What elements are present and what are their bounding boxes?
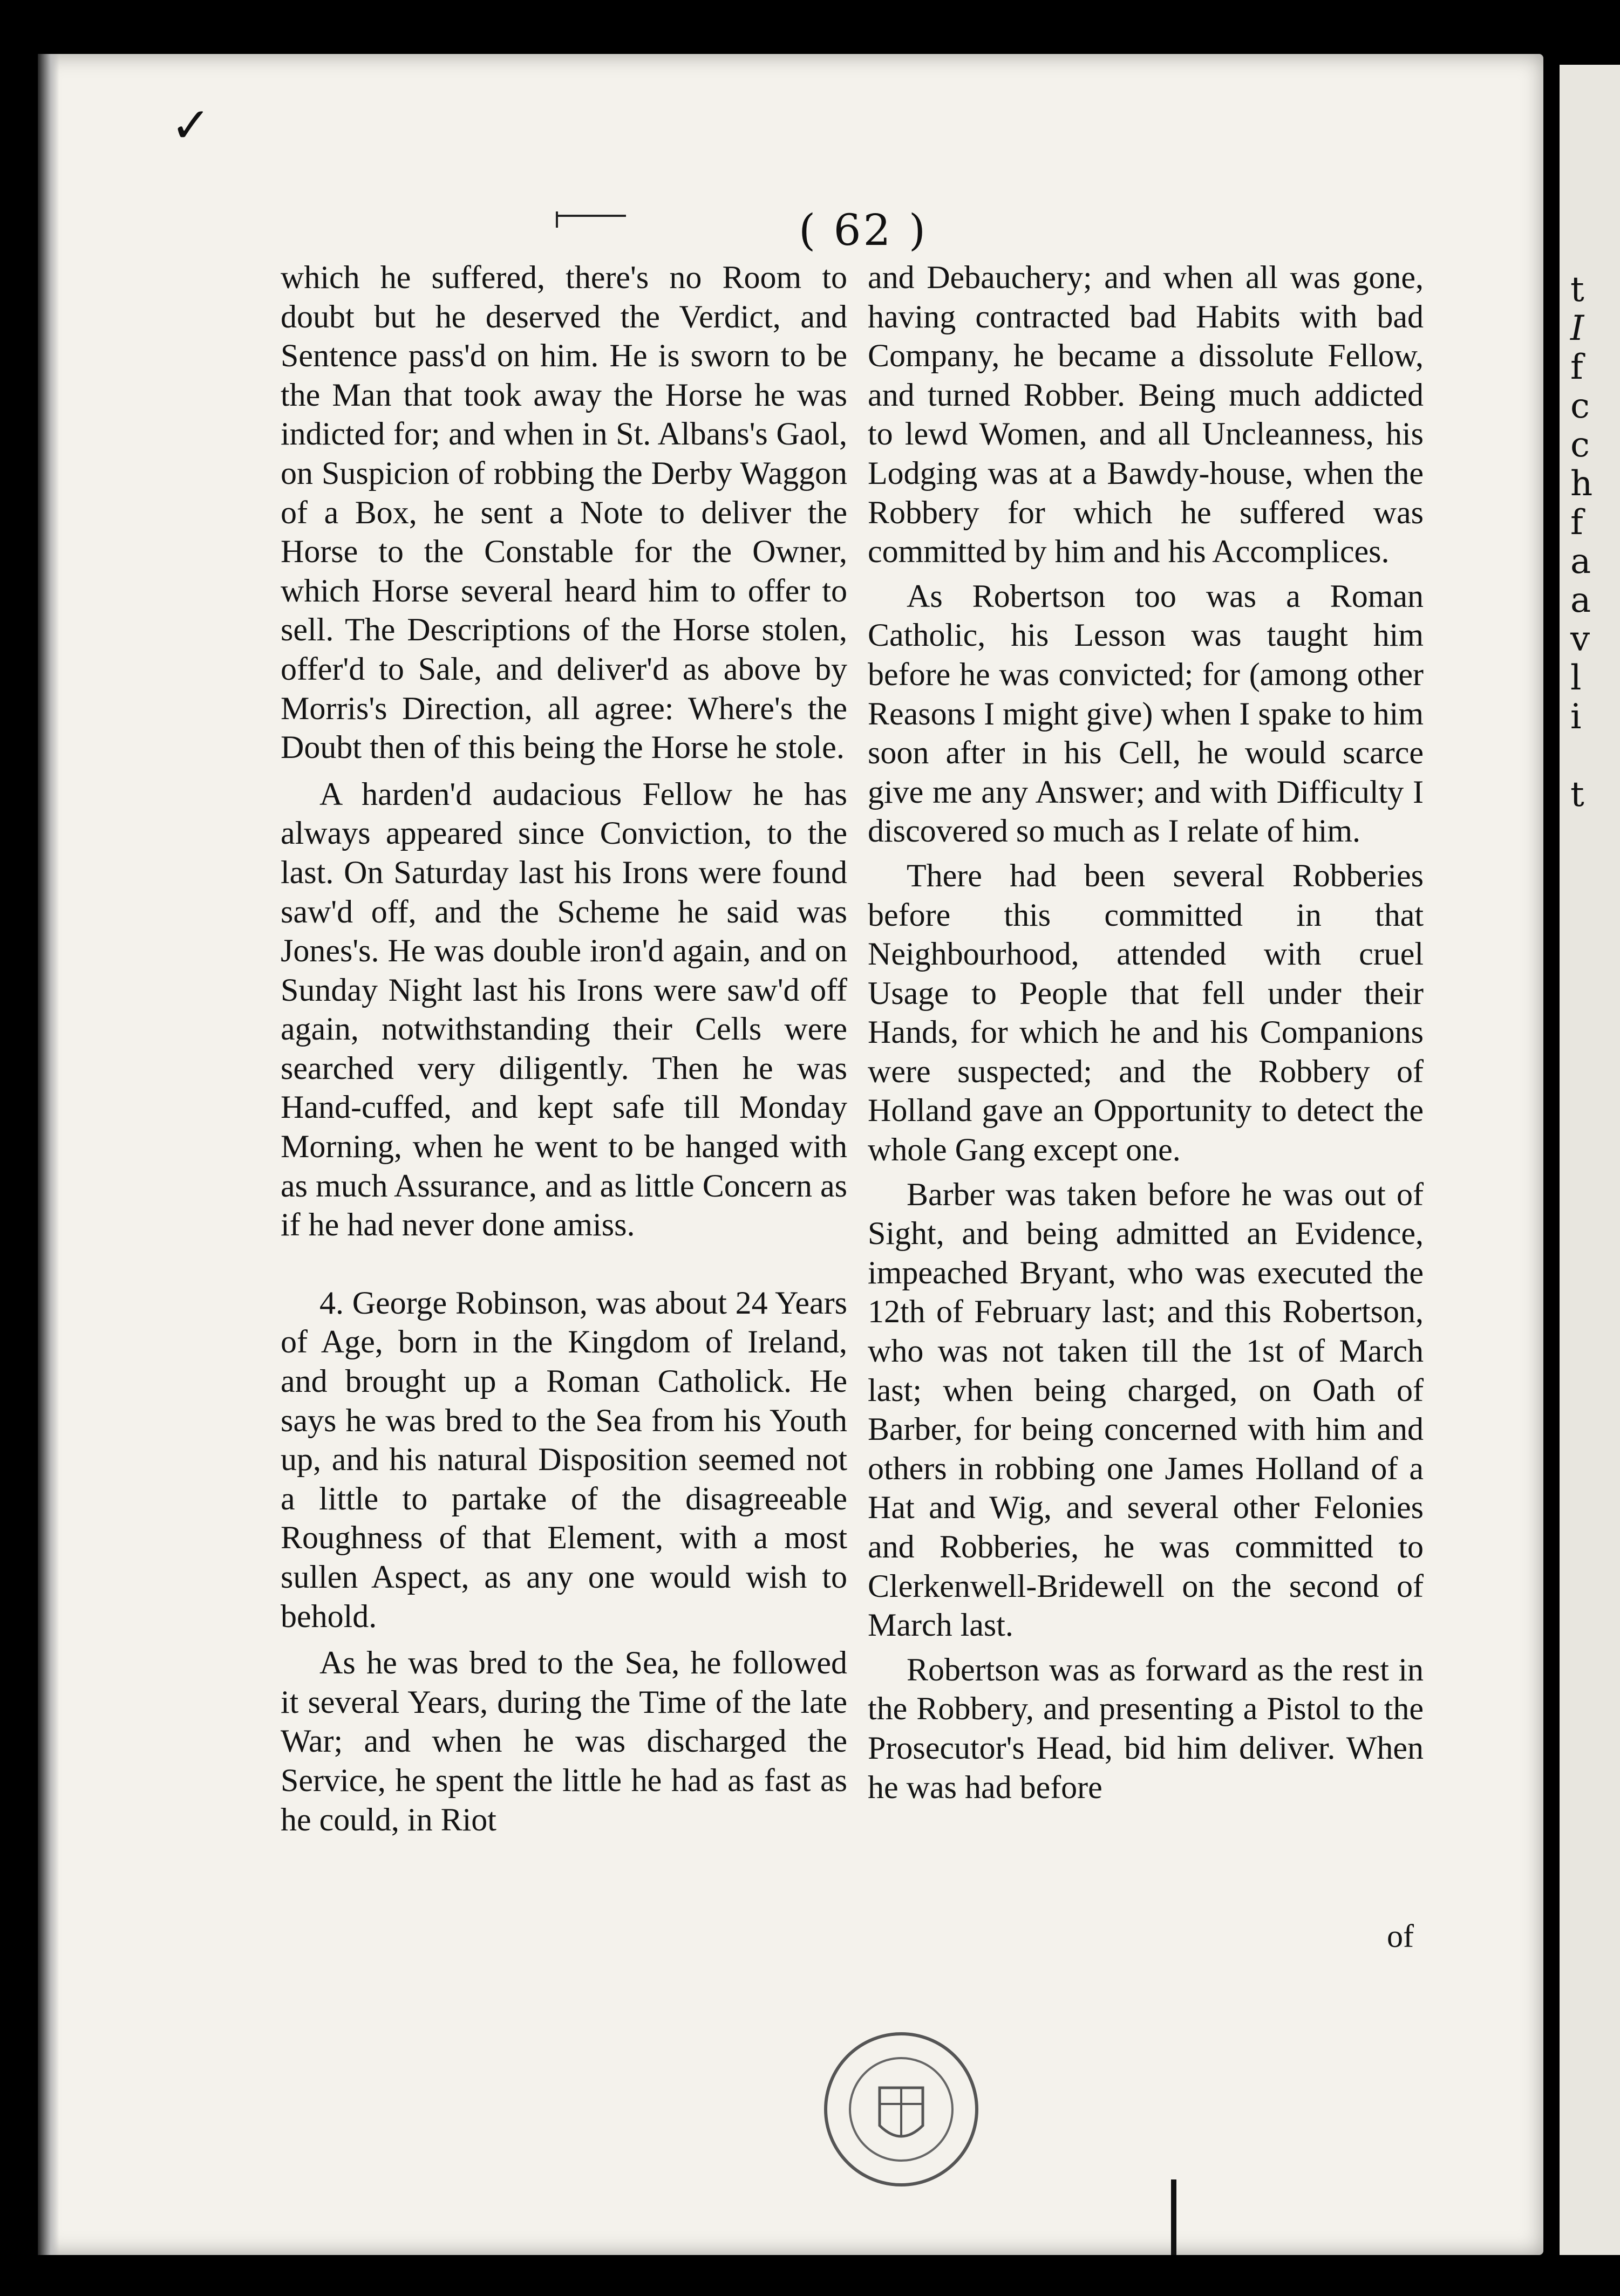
paragraph: and Debauchery; and when all was gone, having contracted bad Habits with bad Company, he became a dissolute Fellow, and turned Robber. Being much addicted to lewd Women, and all Uncleanness, his Lodging was at a Bawdy-house, when the Robbery for which he suffered was committed by him and his Accomplices. <box>868 259 1424 570</box>
adjacent-page-edge <box>1560 65 1620 2255</box>
adjacent-fragment: a <box>1570 580 1591 620</box>
paragraph: which he suffered, there's no Room to doubt but he deserved the Verdict, and Sentence pass'd on him. He is sworn to be the Man that took away the Horse he was indicted for; and when in St. Albans's Gaol, on Suspicion of robbing the Derby Waggon of a Box, he sent a Note to deliver the Horse to the Constable for the Owner, which Horse several heard him to offer to sell. The Descriptions of the Horse stolen, offer'd to Sale, and deliver'd as above by Morris's Direction, all agree: Where's the Doubt then of this being the Horse he stole. <box>281 259 847 766</box>
adjacent-fragment: v <box>1570 619 1590 659</box>
adjacent-fragment: a <box>1570 542 1591 582</box>
right-column <box>868 258 1424 1807</box>
left-column <box>281 258 847 1839</box>
adjacent-fragment: l <box>1570 658 1582 698</box>
paragraph: Robertson was as forward as the rest in the Robbery, and presenting a Pistol to the Prosecutor's Head, bid him deliver. When he was had before <box>868 1651 1424 1805</box>
library-stamp <box>820 2028 982 2190</box>
adjacent-fragment: h <box>1570 464 1593 504</box>
adjacent-fragment: i <box>1570 697 1582 737</box>
paragraph: There had been several Robberies before this committed in that Neighbourhood, attended with cruel Usage to People that fell under their Hands, for which he and his Companions were suspected; and the Robbery of Holland gave an Opportunity to detect the whole Gang except one. <box>868 857 1424 1168</box>
adjacent-fragment: t <box>1570 775 1584 815</box>
paragraph: A harden'd audacious Fellow he has always appeared since Conviction, to the last. On Saturday last his Irons were found saw'd off, and the Scheme he said was Jones's. He was double iron'd again, and on Sunday Night last his Irons were saw'd off again, notwithstanding their Cells were searched very diligently. Then he was Hand-cuffed, and kept safe till Monday Morning, when he went to be hanged with as much Assurance, and as little Concern as if he had never done amiss. <box>281 776 847 1243</box>
adjacent-fragment: f <box>1570 503 1583 543</box>
page-gutter <box>38 54 59 2255</box>
paragraph: As Robertson too was a Roman Catholic, his Lesson was taught him before he was convicted; for (among other Reasons I might give) when I spake to him soon after in his Cell, he would scarce give me any Answer; and with Difficulty I discovered so much as I relate of him. <box>868 578 1424 849</box>
printer-rule-mark <box>556 215 626 217</box>
page-number: ( 62 ) <box>799 205 928 255</box>
paragraph: 4. George Robinson, was about 24 Years of Age, born in the Kingdom of Ireland, and brought up a Roman Catholick. He says he was bred to the Sea from his Youth up, and his natural Disposition seemed not a little to partake of the disagreeable Roughness of that Element, with a most sullen Aspect, as any one would wish to behold. <box>281 1284 847 1634</box>
adjacent-fragment: c <box>1570 425 1590 465</box>
adjacent-fragment: f <box>1570 347 1583 387</box>
handwritten-tick-mark: ✓ <box>171 97 212 154</box>
paragraph: As he was bred to the Sea, he followed it several Years, during the Time of the late War; and when he was discharged the Service, he spent the little he had as fast as he could, in Riot <box>281 1645 847 1837</box>
printer-rule-mark <box>556 211 558 228</box>
binding-thread-mark <box>1171 2179 1176 2255</box>
catchword: of <box>1387 1918 1414 1954</box>
paragraph: Barber was taken before he was out of Sight, and being admitted an Evidence, impeached Bryant, who was executed the 12th of February last; and this Robertson, who was not taken till the 1st of March last; when being charged, on Oath of Barber, for being concerned with him and others in robbing one James Holland of a Hat and Wig, and several other Felonies and Robberies, he was committed to Clerkenwell-Bridewell on the second of March last. <box>868 1176 1424 1643</box>
adjacent-fragment: c <box>1570 386 1590 426</box>
adjacent-fragment: t <box>1570 270 1584 310</box>
adjacent-fragment: I <box>1570 309 1584 348</box>
